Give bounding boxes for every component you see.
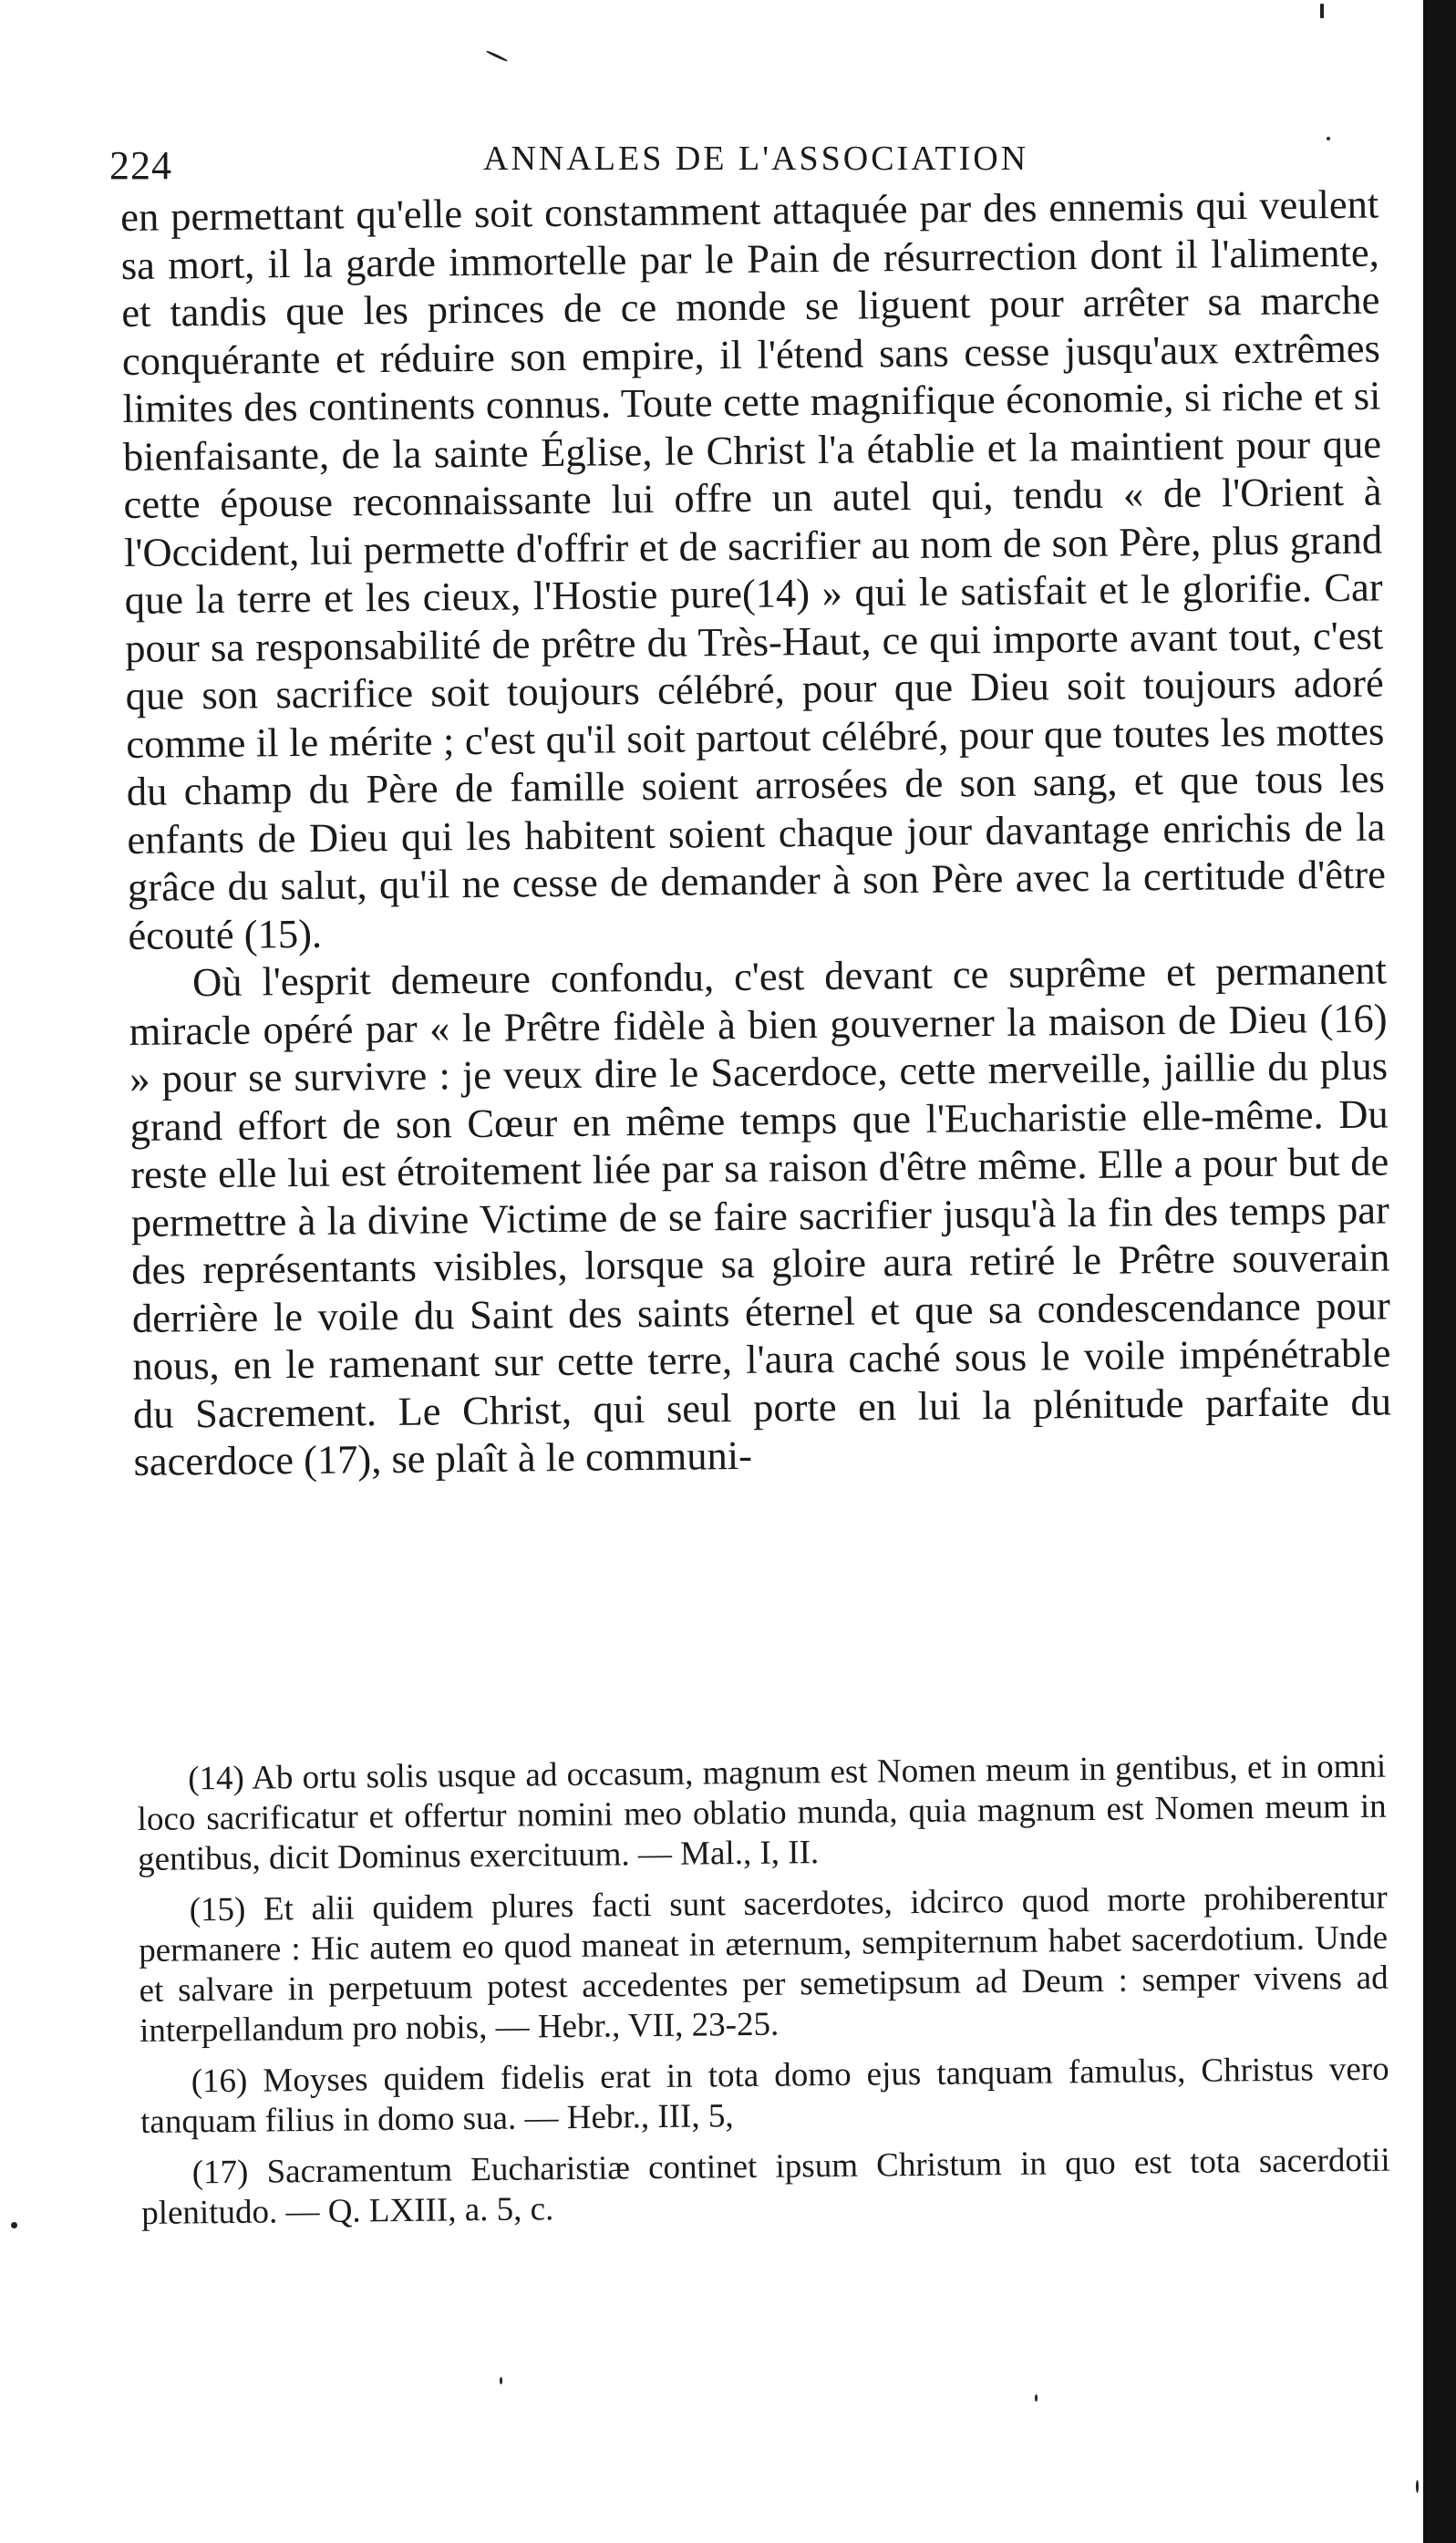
scan-speck	[486, 50, 509, 63]
footnotes	[137, 1747, 1390, 2245]
page-number: 224	[109, 143, 172, 188]
main-text	[120, 181, 1392, 1486]
scan-edge-shadow	[1423, 0, 1456, 2543]
footnote-16: (16) Moyses quidem fidelis erat in tota domo ejus tanquam famulus, Christus vero tanquam filius in domo sua. — Hebr., III, 5,	[139, 2050, 1389, 2141]
scan-speck	[1327, 137, 1330, 140]
paragraph-1: en permettant qu'elle soit constamment attaquée par des ennemis qui veulent sa mort, il la garde immortelle par le Pain de résurrection dont il l'alimente, et tandis que les princes de ce monde se liguent pour arrêter sa marche conquérante et réduire son empire, il l'étend sans cesse jusqu'aux extrêmes limites des continents connus. Toute cette magnifique économie, si riche et si bienfaisante, de la sainte Église, le Christ l'a établie et la maintient pour que cette épouse reconnaissante lui offre un autel qui, tendu « de l'Orient à l'Occident, lui permette d'offrir et de sacrifier au nom de son Père, plus grand que la terre et les cieux, l'Hostie pure(14) » qui le satisfait et le glorifie. Car pour sa responsabilité de prêtre du Très-Haut, ce qui importe avant tout, c'est que son sacrifice soit toujours célébré, pour que Dieu soit toujours adoré comme il le mérite ; c'est qu'il soit partout célébré, pour que toutes les mottes du champ du Père de famille soient arrosées de son sang, et que tous les enfants de Dieu qui les habitent soient chaque jour davantage enrichis de la grâce du salut, qu'il ne cesse de demander à son Père avec la certitude d'être écouté (15).	[120, 181, 1387, 958]
scan-speck	[1416, 2480, 1419, 2493]
scan-speck	[1035, 2394, 1038, 2402]
paragraph-2: Où l'esprit demeure confondu, c'est devant ce suprême et permanent miracle opéré par « le Prêtre fidèle à bien gouverner la maison de Dieu (16) » pour se survivre : je veux dire le Sacerdoce, cette merveille, jaillie du plus grand effort de son Cœur en même temps que l'Eucharistie elle-même. Du reste elle lui est étroitement liée par sa raison d'être même. Elle a pour but de permettre à la divine Victime de se faire sacrifier jusqu'à la fin des temps par des représentants visibles, lorsque sa gloire aura retiré le Prêtre souverain derrière le voile du Saint des saints éternel et que sa condescendance pour nous, en le ramenant sur cette terre, l'aura caché sous le voile impénétrable du Sacrement. Le Christ, qui seul porte en lui la plénitude parfaite du sacerdoce (17), se plaît à le communi-	[129, 946, 1392, 1484]
running-title: ANNALES DE L'ASSOCIATION	[483, 140, 1029, 178]
scan-speck	[1320, 4, 1324, 18]
footnote-14: (14) Ab ortu solis usque ad occasum, magnum est Nomen meum in gentibus, et in omni loco sacrificatur et offertur nomini meo oblatio munda, quia magnum est Nomen meum in gentibus, dicit Dominus exercituum. — Mal., I, II.	[137, 1747, 1387, 1878]
scan-speck	[500, 2377, 502, 2384]
scan-speck	[11, 2222, 17, 2228]
footnote-15: (15) Et alii quidem plures facti sunt sacerdotes, idcirco quod morte prohiberentur permanere : Hic autem eo quod maneat in æternum, sempiternum habet sacerdotium. Unde et salvare in perpetuum potest accedentes per semetipsum ad Deum : semper vivens ad interpellandum pro nobis, — Hebr., VII, 23-25.	[138, 1878, 1389, 2050]
footnote-17: (17) Sacramentum Eucharistiæ continet ipsum Christum in quo est tota sacerdotii plenitudo. — Q. LXIII, a. 5, c.	[140, 2141, 1390, 2232]
